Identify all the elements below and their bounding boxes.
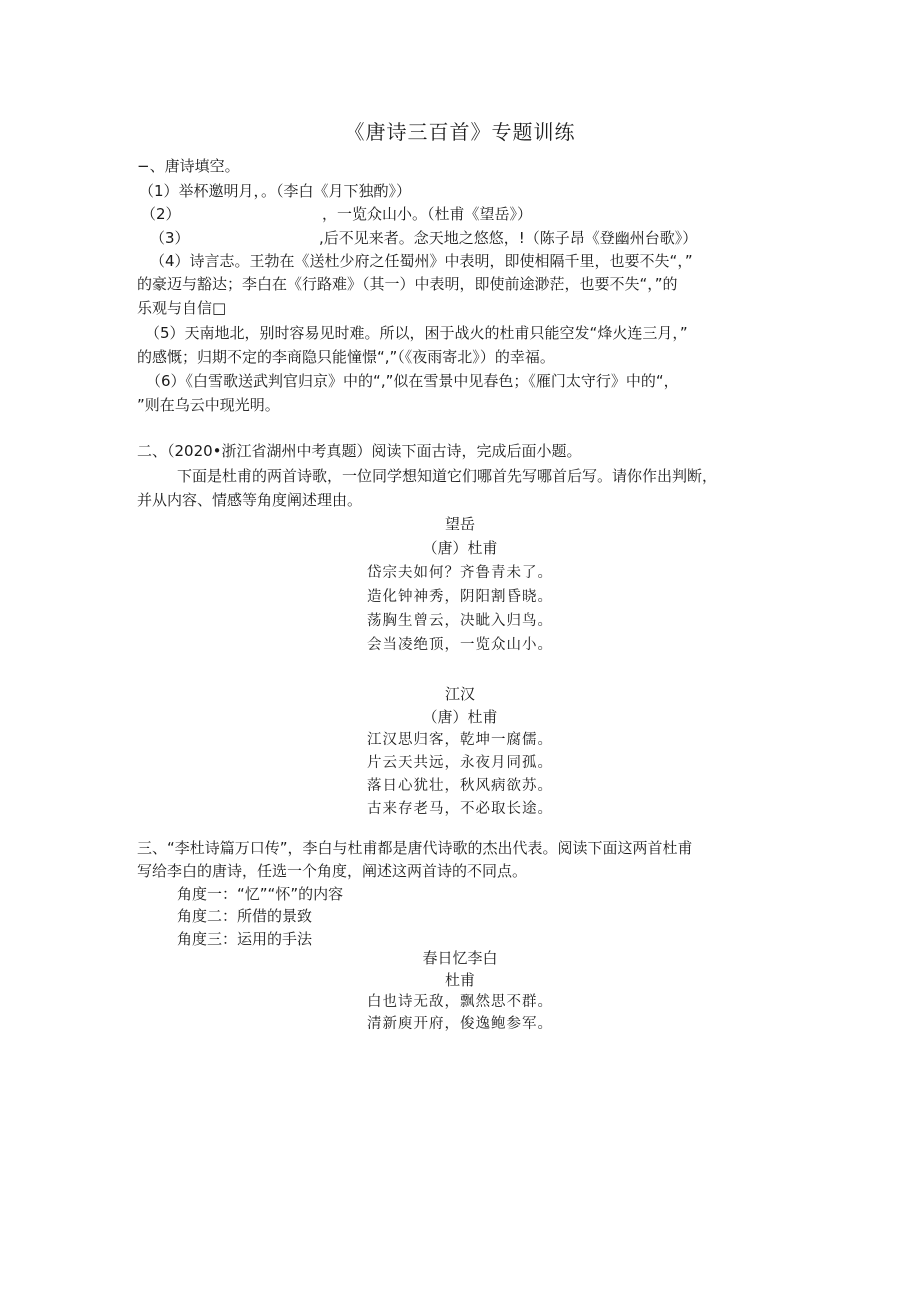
poem1-line: 造化钟神秀，阴阳割昏晓。 [367, 589, 553, 605]
poem3-title: 春日忆李白 [422, 949, 498, 967]
section1-heading: −、唐诗填空。 [137, 157, 240, 175]
question-2-number: （2） [141, 205, 181, 223]
poem2-line: 落日心犹壮，秋风病欲苏。 [367, 778, 553, 794]
section3-heading-line1: 三、“李杜诗篇万口传”，李白与杜甫都是唐代诗歌的杰出代表。阅读下面这两首杜甫 [137, 839, 693, 857]
question-6-line2: ”则在乌云中现光明。 [137, 396, 280, 414]
question-4-line3: 乐观与自信□ [137, 299, 227, 317]
poem2-line: 古来存老马，不必取长途。 [367, 801, 553, 817]
poem1-title: 望岳 [444, 515, 475, 533]
question-6-line1: （6）《白雪歌送武判官归京》中的“,”似在雪景中见春色；《雁门太守行》中的“， [146, 372, 679, 390]
poem3-author: 杜甫 [444, 971, 475, 989]
question-1: （1）举杯邀明月，。（李白《月下独酌》） [139, 182, 412, 200]
question-3-text: ,后不见来者。念天地之悠悠，!（陈子昂《登幽州台歌》） [319, 229, 698, 247]
question-4-line1: （4）诗言志。王勃在《送杜少府之任蜀州》中表明，即使相隔千里，也要不失“，” [150, 252, 693, 270]
poem2-line: 江汉思归客，乾坤一腐儒。 [367, 732, 553, 748]
poem1-author: （唐）杜甫 [422, 539, 498, 557]
question-5-line1: （5）天南地北，别时容易见时难。所以，困于战火的杜甫只能空发“烽火连三月，” [145, 324, 688, 342]
poem1-line: 会当凌绝顶，一览众山小。 [367, 637, 553, 653]
section3-heading-line2: 写给李白的唐诗，任选一个角度，阐述这两首诗的不同点。 [137, 862, 528, 880]
document-title: 《唐诗三百首》专题训练 [344, 120, 576, 144]
question-3-number: （3） [150, 229, 190, 247]
question-2-text: ，一览众山小。（杜甫《望岳》） [322, 205, 533, 223]
poem3-line: 白也诗无敌，飘然思不群。 [367, 994, 553, 1010]
poem1-line: 岱宗夫如何？齐鲁青未了。 [367, 565, 553, 581]
poem2-line: 片云天共远，永夜月同孤。 [367, 755, 553, 771]
angle-3: 角度三：运用的手法 [177, 930, 313, 948]
angle-2: 角度二：所借的景致 [177, 907, 313, 925]
poem1-line: 荡胸生曾云，决眦入归鸟。 [367, 613, 553, 629]
angle-1: 角度一：“忆”“怀”的内容 [177, 885, 344, 903]
question-5-line2: 的感慨；归期不定的李商隐只能憧憬“,”（《夜雨寄北》）的幸福。 [137, 348, 555, 366]
poem2-title: 江汉 [444, 685, 475, 703]
poem3-line: 清新庾开府，俊逸鲍参军。 [367, 1016, 553, 1032]
poem2-author: （唐）杜甫 [422, 708, 498, 726]
section2-heading: 二、（2020•浙江省湖州中考真题）阅读下面古诗，完成后面小题。 [137, 442, 582, 460]
section2-intro-line2: 并从内容、情感等角度阐述理由。 [137, 491, 363, 509]
section2-intro-line1: 下面是杜甫的两首诗歌，一位同学想知道它们哪首先写哪首后写。请你作出判断， [177, 467, 718, 485]
question-4-line2: 的豪迈与豁达；李白在《行路难》（其一）中表明，即使前途渺茫，也要不失“，”的 [137, 275, 678, 293]
